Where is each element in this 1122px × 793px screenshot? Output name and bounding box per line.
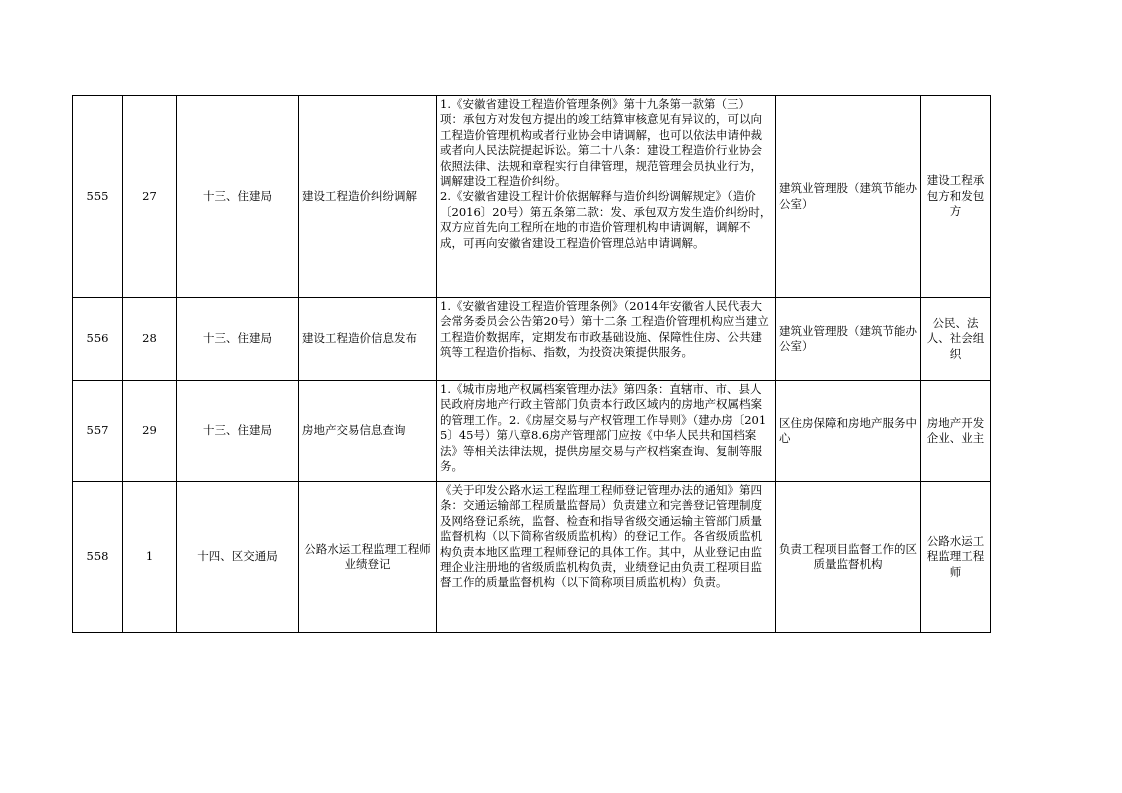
row-legal-basis: 1.《安徽省建设工程造价管理条例》（2014年安徽省人民代表大会常务委员会公告第20号）第十二条 工程造价管理机构应当建立工程造价数据库，定期发布市政基础设施、保障性住房、公共建筑等工程造价指标、指数，为投资决策提供服务。 [437,298,776,381]
row-responsible-unit: 负责工程项目监督工作的区质量监督机构 [776,482,921,633]
row-sub-number: 28 [123,298,177,381]
row-service-target: 公民、法人、社会组织 [921,298,991,381]
row-item-name: 房地产交易信息查询 [299,381,437,482]
row-responsible-unit: 建筑业管理股（建筑节能办公室） [776,298,921,381]
table-row [73,381,991,482]
row-sub-number: 27 [123,96,177,298]
table-row [73,96,991,298]
service-items-table [72,95,991,633]
row-item-name: 建设工程造价纠纷调解 [299,96,437,298]
row-seq-number: 558 [73,482,123,633]
row-legal-basis: 1.《安徽省建设工程造价管理条例》第十九条第一款第（三）项：承包方对发包方提出的竣工结算审核意见有异议的，可以向工程造价管理机构或者行业协会申请调解，也可以依法申请仲裁或者向人民法院提起诉讼。第二十八条：建设工程造价行业协会依照法律、法规和章程实行自律管理，规范管理会员执业行为，调解建设工程造价纠纷。 2.《安徽省建设工程计价依据解释与造价纠纷调解规定》（造价〔2016〕20号）第五条第二款：发、承包双方发生造价纠纷时，双方应首先向工程所在地的市造价管理机构申请调解，调解不成，可再向安徽省建设工程造价管理总站申请调解。 [437,96,776,298]
row-service-target: 建设工程承包方和发包方 [921,96,991,298]
row-seq-number: 556 [73,298,123,381]
row-service-target: 公路水运工程监理工程师 [921,482,991,633]
row-department: 十三、住建局 [177,96,299,298]
row-department: 十三、住建局 [177,381,299,482]
row-responsible-unit: 区住房保障和房地产服务中心 [776,381,921,482]
row-service-target: 房地产开发企业、业主 [921,381,991,482]
row-department: 十三、住建局 [177,298,299,381]
row-responsible-unit: 建筑业管理股（建筑节能办公室） [776,96,921,298]
table-row [73,482,991,633]
row-item-name: 公路水运工程监理工程师业绩登记 [299,482,437,633]
row-item-name: 建设工程造价信息发布 [299,298,437,381]
row-seq-number: 557 [73,381,123,482]
row-legal-basis: 1.《城市房地产权属档案管理办法》第四条：直辖市、市、县人民政府房地产行政主管部门负责本行政区域内的房地产权属档案的管理工作。2.《房屋交易与产权管理工作导则》（建办房〔2015〕45号）第八章8.6房产管理部门应按《中华人民共和国档案法》等相关法律法规，提供房屋交易与产权档案查询、复制等服务。 [437,381,776,482]
row-legal-basis: 《关于印发公路水运工程监理工程师登记管理办法的通知》第四条：交通运输部工程质量监督局）负责建立和完善登记管理制度及网络登记系统，监督、检查和指导省级交通运输主管部门质量监督机构（以下简称省级质监机构）的登记工作。各省级质监机构负责本地区监理工程师登记的具体工作。其中，从业登记由监理企业注册地的省级质监机构负责，业绩登记由负责工程项目监督工作的质量监督机构（以下简称项目质监机构）负责。 [437,482,776,633]
row-sub-number: 1 [123,482,177,633]
table-row [73,298,991,381]
row-sub-number: 29 [123,381,177,482]
row-department: 十四、区交通局 [177,482,299,633]
row-seq-number: 555 [73,96,123,298]
